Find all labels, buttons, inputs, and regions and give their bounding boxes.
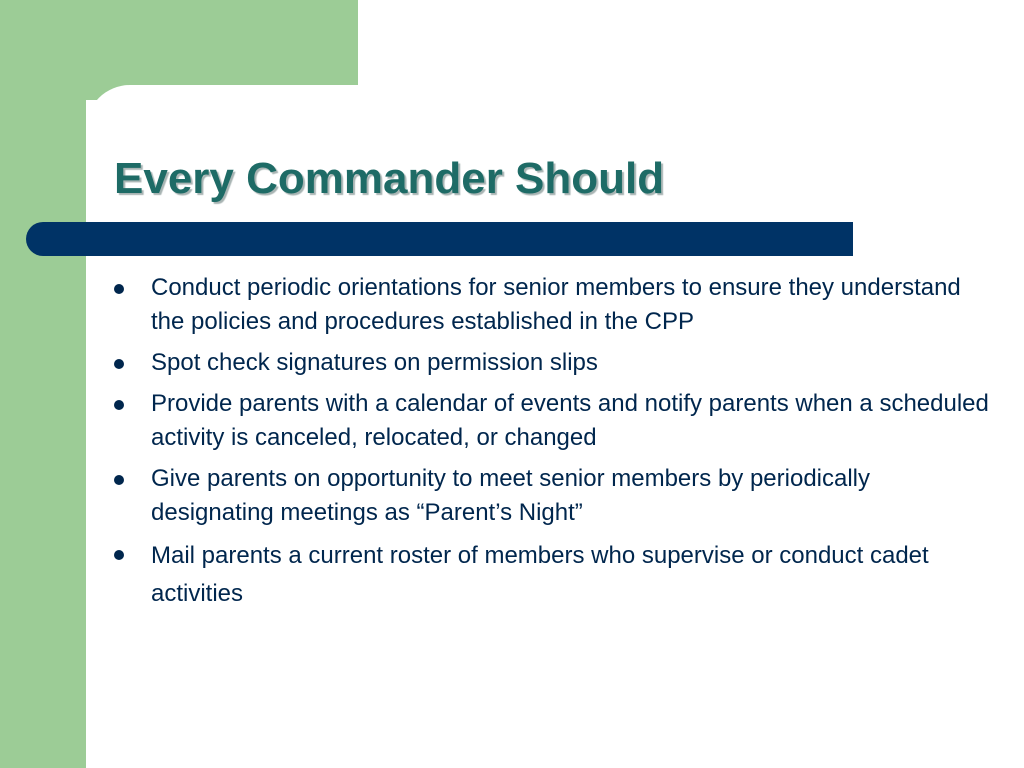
green-decor-left — [0, 0, 86, 768]
bullet-dot-icon — [114, 284, 124, 294]
slide-title: Every Commander Should — [114, 154, 665, 203]
bullet-dot-icon — [114, 475, 124, 485]
bullet-item — [112, 537, 992, 613]
bullet-text: Mail parents a current roster of members who supervise or conduct cadet activities — [151, 542, 929, 607]
bullet-dot-icon — [114, 359, 124, 369]
bullet-text: Conduct periodic orientations for senior members to ensure they understand the policies and procedures established in the CPP — [151, 274, 961, 335]
bullet-text: Provide parents with a calendar of events and notify parents when a scheduled activity is canceled, relocated, or changed — [151, 390, 989, 451]
bullet-dot-icon — [114, 550, 124, 560]
bullet-dot-icon — [114, 400, 124, 410]
bullet-item — [112, 271, 992, 339]
bullet-list — [112, 271, 992, 620]
bullet-item — [112, 346, 992, 380]
bullet-text: Spot check signatures on permission slips — [151, 349, 598, 376]
title-underline-bar — [26, 222, 853, 256]
bullet-text: Give parents on opportunity to meet senior members by periodically designating meetings as “Parent’s Night” — [151, 465, 871, 526]
bullet-item — [112, 387, 992, 455]
bullet-item — [112, 462, 992, 530]
